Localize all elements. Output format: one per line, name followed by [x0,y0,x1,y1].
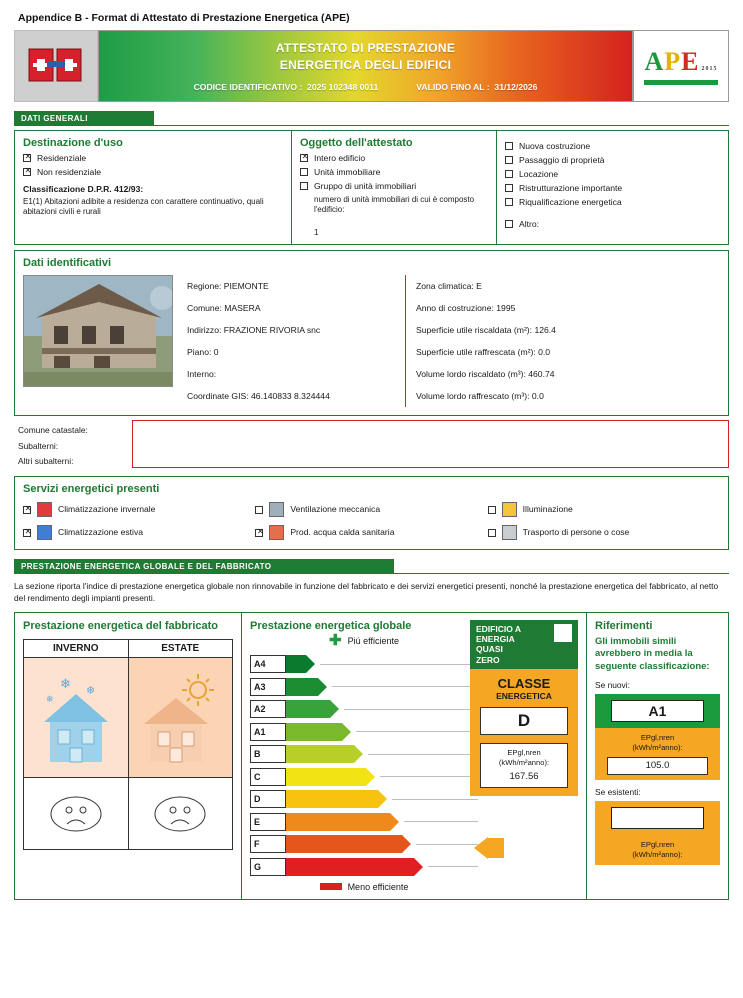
servizio-label: Trasporto di persone o cose [522,527,630,538]
checkbox-label: Gruppo di unità immobiliari [314,181,417,191]
checkbox-label: Locazione [519,169,559,179]
scale-row-a1 [250,722,478,742]
class-label: G [250,858,286,876]
classe-value: D [480,707,568,735]
riferimenti-panel [587,612,729,900]
class-dash [332,686,478,687]
energy-class-scale [250,654,478,877]
nzeb-line1: EDIFICIO A [476,624,522,635]
inverno-header: INVERNO [23,639,129,658]
sad-face-icon [48,794,104,834]
class-dash [392,799,478,800]
scale-row-g [250,857,478,877]
building-photo-image [24,276,173,387]
elevator-icon [502,525,517,540]
validity-label: VALIDO FINO AL : [416,81,490,92]
inverno-rating-face [23,778,129,850]
section-prestazione: PRESTAZIONE ENERGETICA GLOBALE E DEL FABBRICATO [14,559,394,574]
plus-icon: ✚ [329,632,342,650]
servizio-trasporto[interactable] [488,525,720,540]
nzeb-line3: QUASI [476,644,503,655]
estate-rating-face [129,778,234,850]
coordinate-gis-row: Coordinate GIS: 46.140833 8.324444 [187,391,330,402]
servizio-climatizzazione-estiva[interactable] [23,525,255,540]
se-nuovi-label: Se nuovi: [595,680,630,691]
dati-identificativi-panel [14,250,729,416]
class-label: B [250,745,286,763]
fabbricato-title: Prestazione energetica del fabbricato [23,620,219,633]
page-title: Appendice B - Format di Attestato di Prestazione Energetica (APE) [18,12,350,24]
validity-value: 31/12/2026 [494,81,538,92]
building-photo [23,275,173,387]
epgl-card [480,743,568,788]
nzeb-and-class-column [470,620,578,796]
radiator-icon [37,502,52,517]
checkbox-icon [505,184,513,192]
classe-energetica-box [470,669,578,796]
epgl-label: EPgl,nren [507,747,541,757]
class-bar [286,745,354,763]
dati-identificativi-right-column [405,275,720,407]
checkbox-icon [300,168,308,176]
servizio-label: Ventilazione meccanica [290,504,381,515]
class-dash [380,776,478,777]
classe-subtitle: ENERGETICA [496,690,552,701]
checkbox-icon [23,168,31,176]
class-label: D [250,790,286,808]
checkbox-icon [300,154,308,162]
ape-logo-sub: 2015 [701,66,718,72]
classificazione-text: E1(1) Abitazioni adibite a residenza con carattere continuativo, quali abitazioni civili e rurali [23,197,264,217]
water-heater-icon [269,525,284,540]
checkbox-icon [488,529,496,537]
checkbox-icon [505,220,513,228]
comune-row: Comune: MASERA [187,303,261,314]
class-dash [428,866,478,867]
comune-catastale-label: Comune catastale: [18,425,88,436]
superficie-raffrescata-row: Superficie utile raffrescata (m²): 0.0 [416,347,551,358]
riferimento-nuovi-class: A1 [611,700,704,722]
servizi-energetici-panel [14,476,729,550]
class-bar [286,813,390,831]
scale-row-d [250,789,478,809]
piano-row: Piano: 0 [187,347,219,358]
checkbox-label: Non residenziale [37,167,102,177]
classificazione-title: Classificazione D.P.R. 412/93: [23,184,144,194]
nzeb-line4: ZERO [476,654,500,665]
checkbox-intero-edificio[interactable] [300,153,488,163]
classe-title: CLASSE [497,675,551,691]
riferimento-nuovi-ep [595,728,720,780]
class-bar [286,768,366,786]
class-label: A2 [250,700,286,718]
ape-logo-text: APE 2015 [644,47,718,76]
riferimento-esistenti-ep-label: EPgl,nren [640,840,675,850]
checkbox-residenziale[interactable] [23,153,283,163]
checkbox-label: Unità immobiliare [314,167,381,177]
house-snowflake-icon [34,668,118,768]
regione-piemonte-crest [14,30,98,102]
svg-text:❄: ❄ [45,693,54,704]
riferimenti-subtitle: Gli immobili simili avrebbero in media la seguente classificazione: [595,636,710,672]
checkbox-icon [488,506,496,514]
checkbox-altro[interactable] [505,219,720,229]
checkbox-icon [255,529,263,537]
servizio-label: Prod. acqua calda sanitaria [290,527,395,538]
class-label: C [250,768,286,786]
catasto-labels [14,420,132,470]
class-bar [286,835,402,853]
checkbox-riqualificazione[interactable] [505,197,720,207]
indirizzo-row: Indirizzo: FRAZIONE RIVORIA snc [187,325,321,336]
checkbox-label: Riqualificazione energetica [519,197,622,207]
destinazione-uso-panel [14,130,292,245]
class-dash [344,709,478,710]
ac-icon [37,525,52,540]
zona-climatica-row: Zona climatica: E [416,281,482,292]
numero-unita-note: numero di unità immobiliari di cui è composto l'edificio: [314,195,475,215]
oggetto-title: Oggetto dell'attestato [300,137,413,149]
class-bar [286,723,342,741]
class-pointer-icon [474,835,504,861]
checkbox-icon [23,154,31,162]
globale-panel [242,612,587,900]
banner-title-line1: ATTESTATO DI PRESTAZIONE [275,41,456,56]
checkbox-label: Altro: [519,219,540,229]
catasto-value-field[interactable] [132,420,729,468]
class-label: F [250,835,286,853]
class-label: A3 [250,678,286,696]
checkbox-label: Ristrutturazione importante [519,183,623,193]
class-dash [356,731,478,732]
document-header [14,30,729,102]
servizi-title: Servizi energetici presenti [23,482,160,495]
scale-row-f [250,834,478,854]
nzeb-badge [470,620,578,669]
anno-costruzione-row: Anno di costruzione: 1995 [416,303,516,314]
prestazione-panels [14,612,729,900]
more-efficient-label: Piú efficiente [347,636,399,647]
class-bar [286,655,306,673]
less-efficient-label: Meno efficiente [347,881,409,892]
more-efficient-legend [250,632,478,650]
class-bar [286,790,378,808]
svg-text:❄: ❄ [85,684,95,697]
checkbox-non-residenziale[interactable] [23,167,283,177]
scale-row-c [250,767,478,787]
class-bar [286,700,330,718]
checkbox-icon [505,198,513,206]
less-efficient-legend [250,882,478,892]
volume-riscaldato-row: Volume lordo riscaldato (m³): 460.74 [416,369,555,380]
ape-logo [633,30,729,102]
class-dash [404,821,478,822]
class-dash [368,754,478,755]
scale-row-a3 [250,677,478,697]
se-esistenti-label: Se esistenti: [595,787,641,798]
dati-generali-block [14,130,729,245]
class-bar [286,678,318,696]
estate-illustration [129,658,234,778]
nzeb-line2: ENERGIA [476,634,515,645]
checkbox-icon [23,506,31,514]
checkbox-gruppo-unita[interactable] [300,181,488,191]
nzeb-checkbox[interactable] [554,624,572,642]
riferimento-nuovi-box [595,694,720,728]
servizio-illuminazione[interactable] [488,502,720,517]
servizio-label: Climatizzazione estiva [58,527,144,538]
checkbox-label: Intero edificio [314,153,366,163]
riferimento-esistenti-ep [595,835,720,865]
riferimento-esistenti-class [611,807,704,829]
checkbox-unita-immobiliare[interactable] [300,167,488,177]
regione-row: Regione: PIEMONTE [187,281,269,292]
scale-row-a2 [250,699,478,719]
altri-subalterni-label: Altri subalterni: [18,456,74,467]
estate-header: ESTATE [129,639,234,658]
prestazione-paragraph: La sezione riporta l'indice di prestazione energetica globale non rinnovabile in funzione del fabbricato e dei servizi energetici presenti, nonché la prestazione energetica del fabbricato, al netto del rendimento degli impianti presenti. [14,580,719,604]
checkbox-icon [23,529,31,537]
riferimenti-title: Riferimenti [595,620,653,633]
riferimento-nuovi-ep-unit: (kWh/m²anno): [632,742,683,752]
dati-identificativi-title: Dati identificativi [23,257,112,270]
catasto-block [14,420,729,470]
class-label: A4 [250,655,286,673]
checkbox-ristrutturazione[interactable] [505,183,720,193]
servizio-label: Illuminazione [522,504,573,515]
svg-text:❄: ❄ [59,675,71,691]
tipo-intervento-panel [497,130,729,245]
banner-title-line2: ENERGETICA DEGLI EDIFICI [279,57,452,72]
minus-icon [320,883,342,890]
superficie-riscaldata-row: Superficie utile riscaldata (m²): 126.4 [416,325,556,336]
checkbox-nuova-costruzione[interactable] [505,141,720,151]
section-dati-generali: DATI GENERALI [14,111,154,126]
scale-row-a4 [250,654,478,674]
riferimento-nuovi-ep-value: 105.0 [607,757,708,775]
oggetto-attestato-panel [292,130,497,245]
class-dash [416,844,478,845]
checkbox-label: Residenziale [37,153,87,163]
class-bar [286,858,414,876]
servizio-label: Climatizzazione invernale [58,504,156,515]
header-banner [98,30,633,102]
class-label: A1 [250,723,286,741]
destinazione-title: Destinazione d'uso [23,137,123,149]
numero-unita-value: 1 [314,227,319,237]
volume-raffrescato-row: Volume lordo raffrescato (m³): 0.0 [416,391,544,402]
subalterni-label: Subalterni: [18,440,59,451]
checkbox-icon [505,170,513,178]
checkbox-label: Passaggio di proprietà [519,155,605,165]
class-label: E [250,813,286,831]
sad-face-icon [152,794,208,834]
checkbox-label: Nuova costruzione [519,141,591,151]
servizio-acqua-calda[interactable] [255,525,487,540]
checkbox-icon [505,142,513,150]
house-sun-icon [138,668,222,768]
inverno-illustration [23,658,129,778]
servizio-climatizzazione-invernale[interactable] [23,502,255,517]
scale-row-b [250,744,478,764]
riferimento-nuovi-ep-label: EPgl,nren [640,733,675,743]
checkbox-icon [255,506,263,514]
code-value: 2025 102348 0011 [307,81,379,92]
scale-row-e [250,812,478,832]
epgl-value: 167.56 [509,770,539,782]
interno-row: Interno: [187,369,217,380]
dati-identificativi-left-column [173,275,405,407]
globale-title: Prestazione energetica globale [250,620,412,633]
checkbox-passaggio-proprieta[interactable] [505,155,720,165]
riferimento-esistenti-box [595,801,720,835]
class-dash [320,664,478,665]
checkbox-icon [505,156,513,164]
ape-logo-bar [644,80,718,85]
riferimento-esistenti-ep-unit: (kWh/m²anno): [632,849,683,859]
epgl-unit: (kWh/m²anno): [498,757,550,767]
fan-icon [269,502,284,517]
crest-icon [27,45,85,87]
code-label: CODICE IDENTIFICATIVO : [193,81,303,92]
servizio-ventilazione-meccanica[interactable] [255,502,487,517]
checkbox-icon [300,182,308,190]
fabbricato-panel [14,612,242,900]
lamp-icon [502,502,517,517]
checkbox-locazione[interactable] [505,169,720,179]
